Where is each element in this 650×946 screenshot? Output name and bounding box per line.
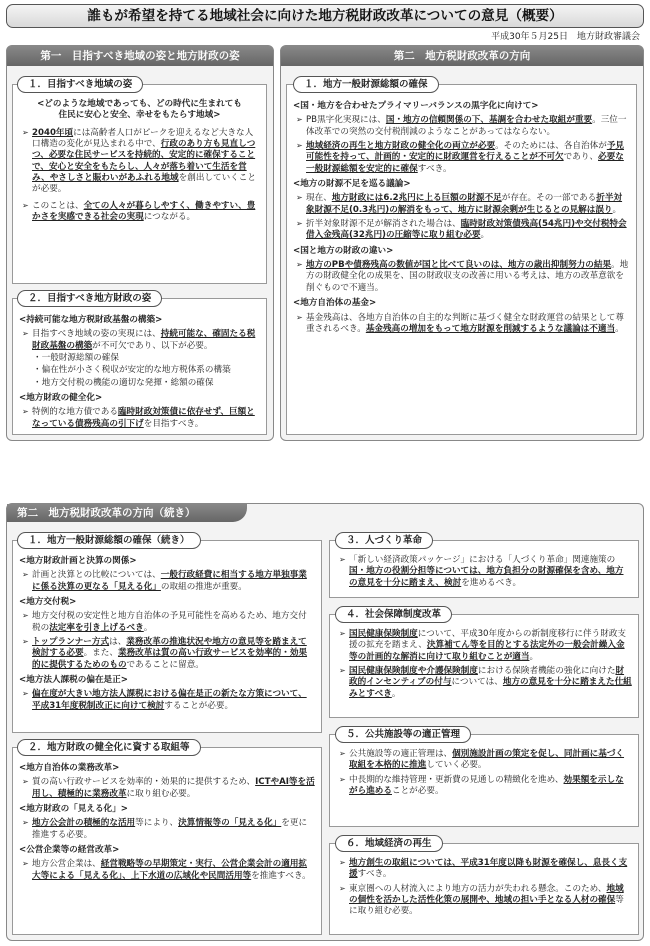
paragraph <box>336 775 632 798</box>
bullet-arrow-icon: ➢ <box>22 777 29 787</box>
section-heading: <公営企業等の経営改革> <box>19 845 120 856</box>
section-heading: <地方の財源不足を巡る議論> <box>293 179 411 190</box>
bottom-section-2-title: ２．地方財政の健全化に資する取組等 <box>17 739 201 756</box>
bullet-arrow-icon: ➢ <box>22 127 29 137</box>
paragraph <box>19 777 315 800</box>
paragraph <box>19 201 260 224</box>
bullet-arrow-icon: ➢ <box>22 329 29 339</box>
text-span: を目指すべき。 <box>143 418 204 429</box>
text-span: 地方財政には6.2兆円に上る巨額の財源不足 <box>331 193 502 204</box>
section-heading: <地方自治体の基金> <box>293 298 377 309</box>
text-span: 公共施設等の適正管理は、 <box>349 749 453 759</box>
text-span: 「新しい経済政策パッケージ」における「人づくり革命」関連施策の <box>349 555 616 565</box>
bullet-arrow-icon: ➢ <box>339 774 346 784</box>
bullet-arrow-icon: ➢ <box>339 883 346 893</box>
paragraph <box>19 637 315 671</box>
text-span: 必要な一般財源総額を安定的に確保 <box>306 152 624 174</box>
text-span: につながる。 <box>143 212 196 223</box>
bullet-arrow-icon: ➢ <box>339 629 346 638</box>
bullet-arrow-icon: ➢ <box>22 818 29 828</box>
paragraph <box>19 329 260 352</box>
paragraph <box>293 219 630 242</box>
paragraph <box>19 611 315 634</box>
bottom-section-2 <box>12 747 322 935</box>
bullet-arrow-icon: ➢ <box>22 611 29 621</box>
bullet-arrow-icon: ➢ <box>22 570 29 580</box>
bullet-arrow-icon: ➢ <box>296 219 303 229</box>
left-section-2 <box>12 298 267 435</box>
paragraph <box>293 260 630 294</box>
text-span: であり、 <box>563 152 599 163</box>
bottom-section-5 <box>329 734 639 827</box>
lead-line-1: <どのような地域であっても、どの時代に生まれても <box>37 99 242 109</box>
right-section-1 <box>286 84 637 435</box>
text-span: 中長期的な維持管理・更新費の見通しの精緻化を進め、 <box>349 774 564 785</box>
text-span: については、 <box>451 677 503 688</box>
left-section-1-title: １．目指すべき地域の姿 <box>17 76 143 93</box>
bullet-arrow-icon: ➢ <box>339 555 346 564</box>
text-span: 経営戦略等の早期策定・実行、公営企業会計の適用拡大等による「見える化」、上下水道の広域化や民間活用等 <box>32 859 308 881</box>
text-span: 。 <box>612 204 622 215</box>
bullet-arrow-icon: ➢ <box>22 689 29 699</box>
paragraph <box>336 555 632 589</box>
text-span: PB黒字化実現には、 <box>306 115 386 126</box>
date-line: 平成30年５月25日 地方財政審議会 <box>491 32 640 42</box>
text-span: 目指すべき地域の姿の実現には、 <box>32 329 161 340</box>
text-span: トップランナー方式 <box>32 637 110 648</box>
section-heading: <地方法人課税の偏在是正> <box>19 675 128 686</box>
text-span: であることに留意。 <box>126 659 204 670</box>
list-item: ・地方交付税の機能の適切な発揮・総額の確保 <box>33 377 214 388</box>
bullet-arrow-icon: ➢ <box>339 749 346 758</box>
text-span: 業務改革の推進状況や地方の意見等を踏まえて検討する必要 <box>32 637 307 659</box>
text-span: 決算情報等の「見える化」 <box>178 818 282 829</box>
bottom-section-4-title: ４．社会保障制度改革 <box>335 606 452 623</box>
text-span: 。 <box>529 651 539 662</box>
text-span: 全ての人々が暮らしやすく、働きやすい、豊かさを実感できる社会の実現 <box>32 200 256 223</box>
text-span: 地方交付税の安定性と地方自治体の予見可能性を高めるため、地方交付税の <box>32 611 307 633</box>
bottom-section-6 <box>329 843 639 935</box>
text-span: 。 <box>391 688 401 699</box>
text-span: 地方の意見を十分に踏まえた仕組みとすべき <box>349 677 632 699</box>
bullet-arrow-icon: ➢ <box>296 141 303 151</box>
text-span: 決算補てん等を目的とする法定外の一般会計繰入金等の計画的な解消に向けて取り組むことが適当 <box>349 640 625 662</box>
text-span: 。 <box>615 323 624 334</box>
text-span: ことが必要。 <box>391 786 444 797</box>
page-title: 誰もが希望を持てる地域社会に向けた地方税財政改革についての意見（概要） <box>6 4 644 28</box>
text-span: 個別施設計画の策定を促し、同計画に基づく取組を本格的に推進 <box>349 749 625 771</box>
paragraph <box>19 407 260 430</box>
text-span: について、平成30年度からの新制度移行に伴う財政支援の拡充を踏まえ、 <box>349 629 627 651</box>
text-span: 計画と決算との比較については、 <box>32 570 161 581</box>
left-section-1 <box>12 84 267 284</box>
paragraph <box>293 115 630 138</box>
section-heading: <地方自治体の業務改革> <box>19 763 120 773</box>
bottom-section-5-title: ５．公共施設等の適正管理 <box>335 726 471 743</box>
section-heading: <地方財政の「見える化」> <box>19 804 128 815</box>
section-heading: <地方交付税> <box>19 597 77 608</box>
bullet-arrow-icon: ➢ <box>296 193 303 203</box>
left-panel-header: 第一 目指すべき地域の姿と地方財政の姿 <box>7 46 273 66</box>
bottom-panel-header: 第二 地方税財政改革の方向（続き） <box>7 504 247 522</box>
paragraph <box>336 884 632 918</box>
bottom-section-4 <box>329 614 639 718</box>
bullet-arrow-icon: ➢ <box>22 859 29 869</box>
paragraph <box>293 141 630 175</box>
right-panel <box>280 45 644 441</box>
text-span: 東京圏への人材流入により地方の活力が失われる懸念。このため、 <box>349 883 607 894</box>
right-section-1-title: １．地方一般財源総額の確保 <box>293 76 439 93</box>
text-span: 地方創生の取組については、平成31年度以降も財源を確保し、息長く支援 <box>349 858 628 880</box>
text-span: 。そのためには、各自治体が <box>495 141 607 152</box>
text-span: 臨時財政対策債に依存せず、巨額となっている債務残高の引下げ <box>32 407 255 429</box>
left-panel <box>6 45 274 441</box>
text-span: 。 <box>143 622 153 633</box>
text-span: が存在。その一部である <box>501 193 597 204</box>
text-span: 地方公営企業は、 <box>32 859 101 870</box>
paragraph <box>19 818 315 841</box>
paragraph <box>336 858 632 881</box>
text-span: の取組の推進が重要。 <box>160 581 247 592</box>
text-span: 地域の個性を活かした活性化策の展開や、地域の担い手となる人材の確保 <box>349 883 624 906</box>
list-item: ・偏在性が小さく税収が安定的な地方税体系の構築 <box>33 365 231 376</box>
bottom-section-1-title: １．地方一般財源総額の確保（続き） <box>17 532 201 549</box>
text-span: ICTやAI等を活用し、積極的に業務改革 <box>32 777 315 799</box>
text-span: は、 <box>109 637 127 648</box>
text-span: 等により、 <box>135 818 179 829</box>
text-span: に取り組む必要。 <box>126 788 196 799</box>
bullet-arrow-icon: ➢ <box>296 115 303 125</box>
list-item: ・一般財源総額の確保 <box>33 353 119 364</box>
text-span: 行政のあり方も見直しつつ、必要な住民サービスを持続的、安定的に確保することで、安心と安全をもたらし、人々が落ち着いて生活を営み、やさしさと賑わいがあふれる地域 <box>32 139 256 184</box>
text-span: 。三位一体改革での突然の交付税削減のようなことがあってはならない。 <box>306 115 627 137</box>
text-span: 基金残高は、各地方自治体の自主的な判断に基づく健全な財政運営の結果として尊重されるべき。 <box>306 312 624 334</box>
text-span: 国・地方の信頼関係の下、基調を合わせた取組が重要 <box>385 115 593 126</box>
bullet-arrow-icon: ➢ <box>339 858 346 867</box>
section-heading: <地方財政計画と決算の関係> <box>19 556 137 566</box>
text-span: 持続可能な、確固たる税財政基盤の構築 <box>32 329 256 351</box>
text-span: 効果額を示しながら進める <box>349 774 624 797</box>
text-span: 国・地方の役割分担等については、地方負担分の財源確保を含め、地方の意見を十分に踏まえ、検討 <box>349 566 624 588</box>
text-span: 現在、 <box>306 193 332 204</box>
text-span: このことは、 <box>32 200 84 211</box>
text-span: 基金残高の増加をもって地方財源を削減するような議論は不適当 <box>365 323 616 334</box>
text-span: における保険者機能の強化に向けた <box>477 666 616 677</box>
text-span: 地域経済の再生と地方財政の健全化の両立が必要 <box>306 141 496 152</box>
text-span: 特例的な地方債である <box>32 407 118 418</box>
text-span: 国民健康保険制度 <box>349 629 418 639</box>
text-span: を進めるべき。 <box>461 577 522 588</box>
section-heading: <国・地方を合わせたプライマリーバランスの黒字化に向けて> <box>293 101 539 111</box>
paragraph <box>336 749 632 772</box>
bottom-section-3-title: ３．人づくり革命 <box>335 532 433 549</box>
bullet-arrow-icon: ➢ <box>22 637 29 647</box>
lead-line-2: 住民に安心と安全、幸せをもたらす地域> <box>58 110 221 121</box>
text-span: 折半対象財源不足(0.3兆円)の解消をもって、地方に財源余剰が生じるとの見解は誤り <box>306 193 623 215</box>
bullet-arrow-icon: ➢ <box>22 200 29 210</box>
text-span: 質の高い行政サービスを効率的・効果的に提供するため、 <box>32 777 256 788</box>
text-span: 2040年頃 <box>32 127 74 138</box>
text-span: 。地方の財政健全化の成果を、国の財政収支の改善に用いる考えは、地方の改革意欲を削ぐもので不適当。 <box>306 260 629 293</box>
section-heading: <地方財政の健全化> <box>19 393 103 404</box>
text-span: していく必要。 <box>426 760 487 771</box>
paragraph <box>19 689 315 712</box>
paragraph <box>293 193 630 216</box>
text-span: 予見可能性を持って、計画的・安定的に財政運営を行えることが不可欠 <box>306 141 625 163</box>
bullet-arrow-icon: ➢ <box>296 312 303 322</box>
text-span: 折半対象財源不足が解消された場合は、 <box>306 219 461 230</box>
text-span: を推進すべき。 <box>251 870 311 881</box>
text-span: を創出していくことが必要。 <box>32 173 256 195</box>
text-span: 法定率を引き上げるべき <box>49 622 144 633</box>
left-section-2-title: ２．目指すべき地方財政の姿 <box>17 290 162 307</box>
text-span: することが必要。 <box>164 700 234 711</box>
text-span: 一般行政経費に相当する地方単独事業に係る決算の更なる「見える化」 <box>32 570 307 592</box>
text-span: 臨時財政対策債残高(54兆円)や交付税特会借入金残高(32兆円)の圧縮等に取り組む必要 <box>306 219 627 241</box>
text-span: 業務改革は質の高い行政サービスを効率的・効果的に提供するためのもの <box>32 648 308 670</box>
bullet-arrow-icon: ➢ <box>22 407 29 417</box>
text-span: 。また、 <box>83 648 118 659</box>
right-panel-header: 第二 地方税財政改革の方向 <box>281 46 643 66</box>
text-span: すべき。 <box>357 869 392 880</box>
paragraph <box>19 859 315 882</box>
paragraph <box>19 128 260 196</box>
section-heading: <国と地方の財政の違い> <box>293 245 394 256</box>
bullet-arrow-icon: ➢ <box>339 666 346 676</box>
text-span: 地方のPBや債務残高の数値が国と比べて良いのは、地方の歳出抑制努力の結果 <box>306 260 612 271</box>
text-span: には高齢者人口がピークを迎えるなど大きな人口構造の変化が見込まれる中で、 <box>32 127 254 150</box>
text-span: を更に推進する必要。 <box>32 818 308 840</box>
text-span: すべき。 <box>417 163 452 174</box>
bottom-panel <box>6 503 644 941</box>
text-span: が不可欠であり、以下が必要。 <box>92 340 213 351</box>
paragraph <box>19 570 315 593</box>
text-span: 地方公会計の積極的な活用 <box>32 818 136 829</box>
text-span: 偏在度が大きい地方法人課税における偏在是正の新たな方策について、平成31年度税制改正に向けて検討 <box>32 689 307 711</box>
paragraph <box>336 629 632 663</box>
paragraph <box>293 313 630 336</box>
bottom-section-6-title: ６．地域経済の再生 <box>335 835 443 852</box>
text-span: 。 <box>480 230 490 241</box>
text-span: 財政的インセンティブの付与 <box>349 666 625 688</box>
section-heading: <持続可能な地方税財政基盤の構築> <box>19 315 163 325</box>
bullet-arrow-icon: ➢ <box>296 260 303 270</box>
text-span: 等に取り組む必要。 <box>349 895 624 917</box>
bottom-section-1 <box>12 540 322 733</box>
text-span: 国民健康保険制度や介護保険制度 <box>349 666 478 677</box>
paragraph <box>336 666 632 700</box>
